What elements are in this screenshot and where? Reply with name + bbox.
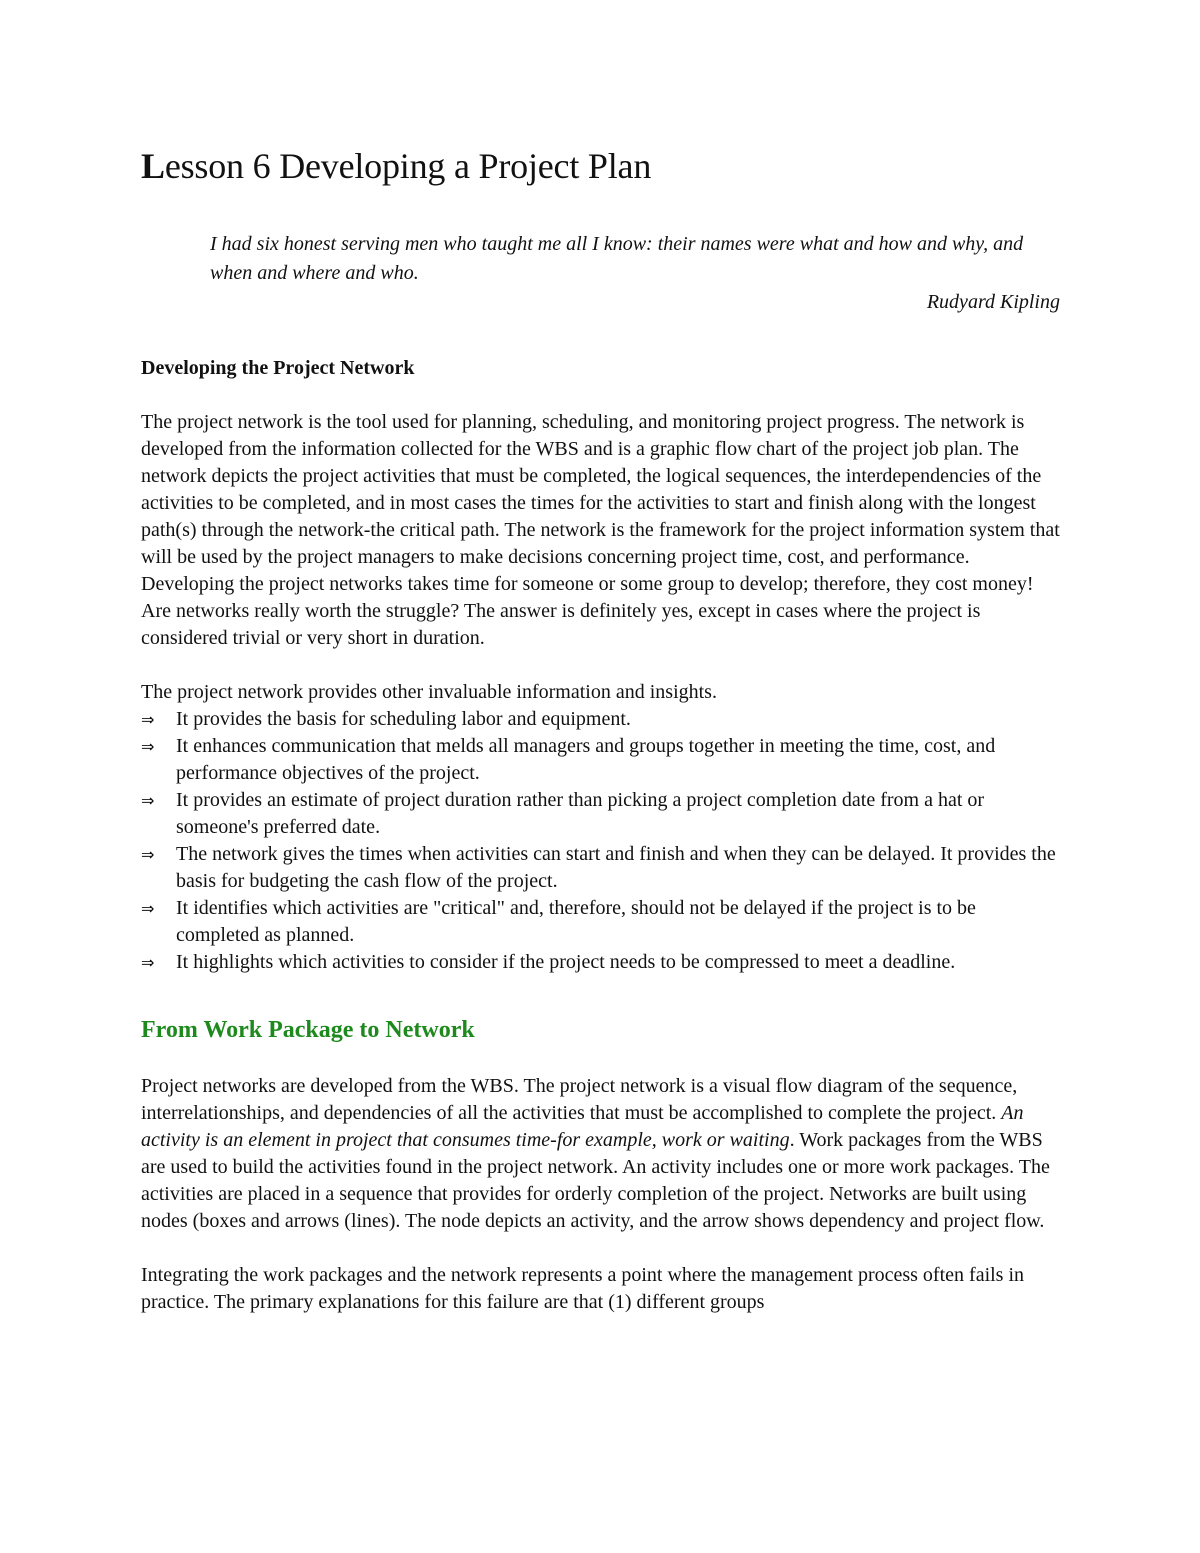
list-item xyxy=(141,706,1061,733)
list-item-text: It provides the basis for scheduling labor and equipment. xyxy=(176,708,631,730)
section-heading-work-package: From Work Package to Network xyxy=(141,1017,475,1043)
document-page xyxy=(141,138,1061,1316)
paragraph-work-package xyxy=(141,1073,1061,1235)
list-item xyxy=(141,841,1061,895)
list-item-text: It enhances communication that melds all managers and groups together in meeting the time, cost, and performance objectives of the project. xyxy=(176,735,996,784)
title-rest: esson 6 Developing a Project Plan xyxy=(164,146,652,186)
arrow-bullet-icon: ⇒ xyxy=(141,710,155,729)
list-item xyxy=(141,949,1061,976)
list-item-text: The network gives the times when activities can start and finish and when they can be delayed. It provides the basis for budgeting the cash flow of the project. xyxy=(176,843,1056,892)
arrow-bullet-icon: ⇒ xyxy=(141,899,155,918)
arrow-bullet-icon: ⇒ xyxy=(141,737,155,756)
insights-list xyxy=(141,706,1061,976)
arrow-bullet-icon: ⇒ xyxy=(141,953,155,972)
title-initial: L xyxy=(141,146,165,186)
quote-text: I had six honest serving men who taught me all I know: their names were what and how and why, and when and where and who. xyxy=(210,233,1024,284)
list-item-text: It provides an estimate of project duration rather than picking a project completion date from a hat or someone's preferred date. xyxy=(176,789,985,838)
activity-definition: An activity is an element in project that consumes time-for example, work or waiting xyxy=(141,1102,1024,1151)
epigraph-quote xyxy=(210,230,1060,317)
list-item xyxy=(141,733,1061,787)
list-item-text: It identifies which activities are "critical" and, therefore, should not be delayed if the project is to be completed as planned. xyxy=(176,897,976,946)
list-item-text: It highlights which activities to consider if the project needs to be compressed to meet a deadline. xyxy=(176,951,956,973)
list-item xyxy=(141,895,1061,949)
arrow-bullet-icon: ⇒ xyxy=(141,791,155,810)
paragraph-text-start: Project networks are developed from the WBS. The project network is a visual flow diagram of the sequence, interrelationships, and dependencies of all the activities that must be accomplished to complete the project. xyxy=(141,1075,1018,1124)
page-title xyxy=(141,138,1061,194)
section-heading-project-network: Developing the Project Network xyxy=(141,357,415,379)
paragraph-integration: Integrating the work packages and the network represents a point where the management process often fails in practice. The primary explanations for this failure are that (1) different groups xyxy=(141,1264,1025,1313)
arrow-bullet-icon: ⇒ xyxy=(141,845,155,864)
quote-attribution: Rudyard Kipling xyxy=(926,291,1060,313)
paragraph-text-end: . Work packages from the WBS are used to build the activities found in the project network. An activity includes one or more work packages. The activities are placed in a sequence that provides for orderly completion of the project. Networks are built using nodes (boxes and arrows (lines). The node depicts an activity, and the arrow shows dependency and project flow. xyxy=(141,1129,1050,1232)
list-item xyxy=(141,787,1061,841)
paragraph-network-insights: The project network provides other invaluable information and insights. xyxy=(141,681,717,703)
paragraph-network-intro: The project network is the tool used for planning, scheduling, and monitoring project progress. The network is developed from the information collected for the WBS and is a graphic flow chart of the project job plan. The network depicts the project activities that must be completed, the logical sequences, the interdependencies of the activities to be completed, and in most cases the times for the activities to start and finish along with the longest path(s) through the network-the critical path. The network is the framework for the project information system that will be used by the project managers to make decisions concerning project time, cost, and performance. Developing the project networks takes time for someone or some group to develop; therefore, they cost money! Are networks really worth the struggle? The answer is definitely yes, except in cases where the project is considered trivial or very short in duration. xyxy=(141,411,1060,649)
